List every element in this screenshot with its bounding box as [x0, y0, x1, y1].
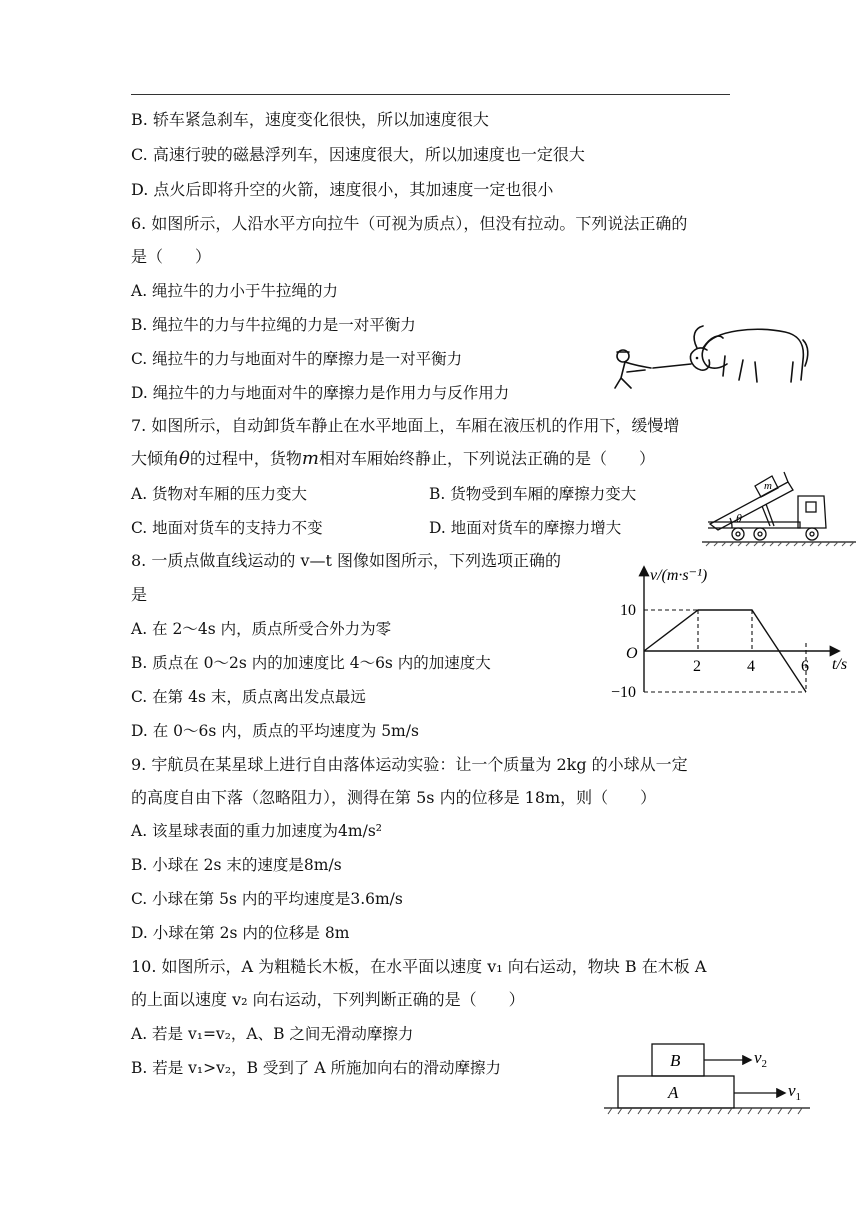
q7-stem-text-b: 的过程中，货物	[189, 449, 302, 468]
v1-label: $v_1$	[788, 1081, 802, 1103]
origin-label: O	[626, 645, 638, 662]
q8-stem-line-1: 8. 一质点做直线运动的 v—t 图像如图所示，下列选项正确的	[131, 551, 561, 570]
block-b-label: B	[670, 1051, 681, 1070]
q5-option-c: C. 高速行驶的磁悬浮列车，因速度很大，所以加速度也一定很大	[131, 145, 585, 164]
y-axis-label: v/(m·s⁻¹)	[650, 567, 708, 584]
q6-option-b: B. 绳拉牛的力与牛拉绳的力是一对平衡力	[131, 316, 416, 334]
q8-option-c: C. 在第 4s 末，质点离出发点最远	[131, 688, 366, 706]
q9-stem-line-2: 的高度自由下落（忽略阻力），测得在第 5s 内的位移是 18m，则（ ）	[131, 788, 657, 807]
q6-stem-line-2: 是（ ）	[131, 247, 212, 266]
q8-option-a: A. 在 2～4s 内，质点所受合外力为零	[131, 620, 392, 638]
plank-block-figure	[600, 1036, 820, 1116]
q8-stem-line-2: 是	[131, 585, 148, 604]
q9-stem-line-1: 9. 宇航员在某星球上进行自由落体运动实验：让一个质量为 2kg 的小球从一定	[131, 755, 688, 774]
q7-stem-line-2	[131, 449, 655, 469]
q9-option-a: A. 该星球表面的重力加速度为4m/s²	[131, 822, 382, 840]
y-tick-label-neg10: −10	[611, 684, 637, 700]
person-pulling-ox-figure	[605, 316, 810, 398]
q9-option-d: D. 小球在第 2s 内的位移是 8m	[131, 924, 350, 942]
q7-stem-line-1: 7. 如图所示，自动卸货车静止在水平地面上，车厢在液压机的作用下，缓慢增	[131, 416, 680, 435]
x-tick-label-2: 2	[693, 658, 701, 675]
q7-m-symbol: m	[301, 448, 319, 469]
plank-a-label: A	[668, 1083, 679, 1102]
v2-label: $v_2$	[754, 1048, 768, 1070]
q6-option-c: C. 绳拉牛的力与地面对牛的摩擦力是一对平衡力	[131, 350, 463, 368]
q5-option-d: D. 点火后即将升空的火箭，速度很小，其加速度一定也很小	[131, 180, 554, 199]
q7-option-d: D. 地面对货车的摩擦力增大	[429, 519, 622, 537]
velocity-time-chart	[600, 560, 856, 700]
q8-option-b: B. 质点在 0～2s 内的加速度比 4～6s 内的加速度大	[131, 654, 491, 672]
q9-option-b: B. 小球在 2s 末的速度是8m/s	[131, 856, 342, 874]
q9-option-c: C. 小球在第 5s 内的平均速度是3.6m/s	[131, 890, 403, 908]
q7-theta-symbol: θ	[179, 448, 190, 469]
x-tick-label-6: 6	[801, 658, 809, 675]
header-rule	[131, 94, 730, 95]
q10-stem-line-2: 的上面以速度 v₂ 向右运动，下列判断正确的是（ ）	[131, 990, 525, 1009]
q5-option-b: B. 轿车紧急刹车，速度变化很快，所以加速度很大	[131, 110, 489, 129]
x-tick-label-4: 4	[747, 658, 755, 675]
q10-option-b: B. 若是 v₁>v₂，B 受到了 A 所施加向右的滑动摩擦力	[131, 1059, 501, 1077]
q6-option-a: A. 绳拉牛的力小于牛拉绳的力	[131, 282, 339, 300]
q7-option-c: C. 地面对货车的支持力不变	[131, 519, 323, 537]
q7-stem-text-a: 大倾角	[131, 449, 180, 468]
truck-angle-label: θ	[736, 511, 742, 525]
x-axis-label: t/s	[832, 656, 848, 673]
dump-truck-figure	[700, 462, 860, 548]
q8-option-d: D. 在 0～6s 内，质点的平均速度为 5m/s	[131, 722, 419, 740]
truck-mass-label: m	[764, 480, 772, 492]
q6-option-d: D. 绳拉牛的力与地面对牛的摩擦力是作用力与反作用力	[131, 384, 510, 402]
y-tick-label-10: 10	[620, 602, 636, 619]
q10-option-a: A. 若是 v₁=v₂，A、B 之间无滑动摩擦力	[131, 1025, 414, 1043]
q6-stem-line-1: 6. 如图所示，人沿水平方向拉牛（可视为质点），但没有拉动。下列说法正确的	[131, 214, 688, 233]
q7-option-b: B. 货物受到车厢的摩擦力变大	[429, 485, 637, 503]
q7-option-a: A. 货物对车厢的压力变大	[131, 485, 308, 503]
q10-stem-line-1: 10. 如图所示，A 为粗糙长木板，在水平面以速度 v₁ 向右运动，物块 B 在木板 A	[131, 957, 707, 976]
q7-stem-text-c: 相对车厢始终静止，下列说法正确的是（ ）	[318, 449, 655, 468]
